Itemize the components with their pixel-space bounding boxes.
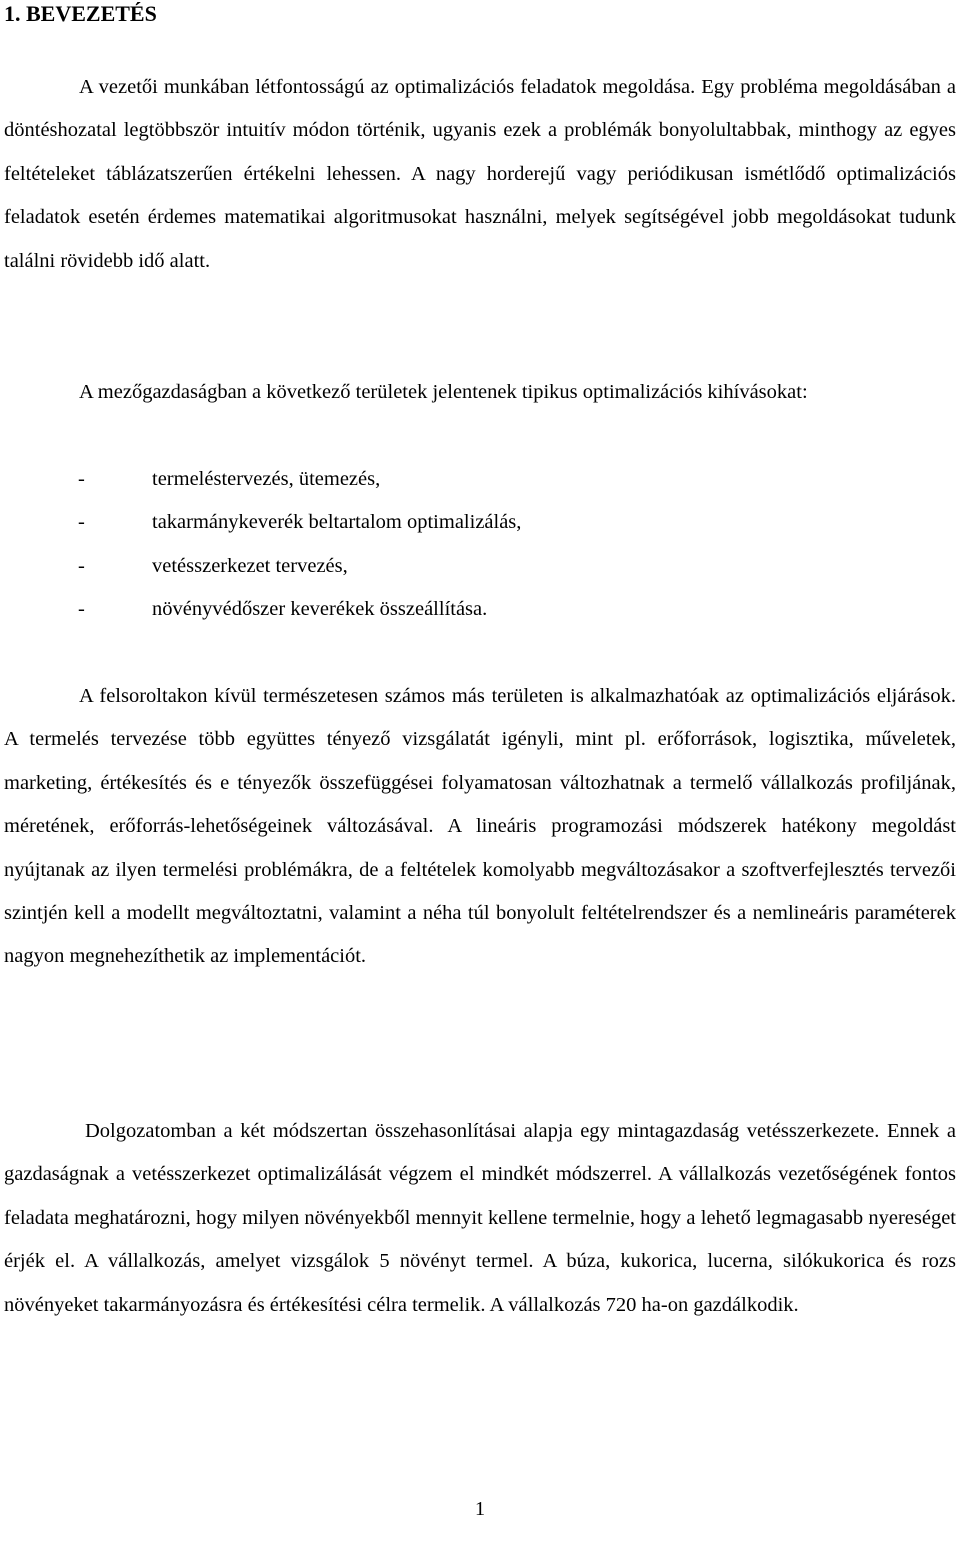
section-heading: 1. BEVEZETÉS xyxy=(4,1,157,26)
list-item xyxy=(78,501,521,544)
list-dash: - xyxy=(78,554,85,577)
list-dash: - xyxy=(78,511,85,534)
paragraph-agriculture-challenges: A mezőgazdaságban a következő területek jelentenek tipikus optimalizációs kihívásokat: xyxy=(79,381,808,403)
paragraph-other-areas: A felsoroltakon kívül természetesen számos más területen is alkalmazhatóak az optimalizációs eljárások. A termelés tervezése több együttes tényező vizsgálatát igényli, mint pl. erőforrások, logisztika, műveletek, marketing, értékesítés és e tényezők összefüggései folyamatosan változhatnak a termelő vállalkozás profiljának, méretének, erőforrás-lehetőségeinek változásával. A lineáris programozási módszerek hatékony megoldást nyújtanak az ilyen termelési problémákra, de a feltételek komolyabb megváltozásakor a szoftverfejlesztés tervezői szintjén kell a modellt megváltoztatni, valamint a néha túl bonyolult feltételrendszer és a nemlineáris paraméterek nagyon megnehezíthetik az implementációt. xyxy=(4,685,956,968)
list-item-text: termeléstervezés, ütemezés, xyxy=(152,468,381,490)
list-item-text: takarmánykeverék beltartalom optimalizálás, xyxy=(152,511,522,534)
list-item-text: vetésszerkezet tervezés, xyxy=(152,554,348,577)
list-dash: - xyxy=(78,468,85,490)
paragraph-thesis-goal: Dolgozatomban a két módszertan összehasonlításai alapja egy mintagazdaság vetésszerkezete. Ennek a gazdaságnak a vetésszerkezet optimalizálását végzem el mindkét módszerrel. A vállalkozás vezetőségének fontos feladata meghatározni, hogy milyen növényekből mennyit kellene termelnie, hogy a lehető legmagasabb nyereséget érjék el. A vállalkozás, amelyet vizsgálok 5 növényt termel. A búza, kukorica, lucerna, silókukorica és rozs növényeket takarmányozásra és értékesítési célra termelik. A vállalkozás 720 ha-on gazdálkodik. xyxy=(4,1120,956,1316)
paragraph-intro: A vezetői munkában létfontosságú az optimalizációs feladatok megoldása. Egy probléma megoldásában a döntéshozatal legtöbbször intuitív módon történik, ugyanis ezek a problémák bonyolultabbak, minthogy az egyes feltételeket táblázatszerűen értékelni lehessen. A nagy horderejű vagy periódikusan ismétlődő optimalizációs feladatok esetén érdemes matematikai algoritmusokat használni, melyek segítségével jobb megoldásokat tudunk találni rövidebb idő alatt. xyxy=(4,76,956,272)
list-item xyxy=(78,588,521,631)
list-item-text: növényvédőszer keverékek összeállítása. xyxy=(152,598,488,621)
list-item xyxy=(78,458,521,501)
challenges-list xyxy=(78,458,521,632)
list-item xyxy=(78,545,521,588)
list-dash: - xyxy=(78,598,85,621)
page-number: 1 xyxy=(474,1498,486,1520)
